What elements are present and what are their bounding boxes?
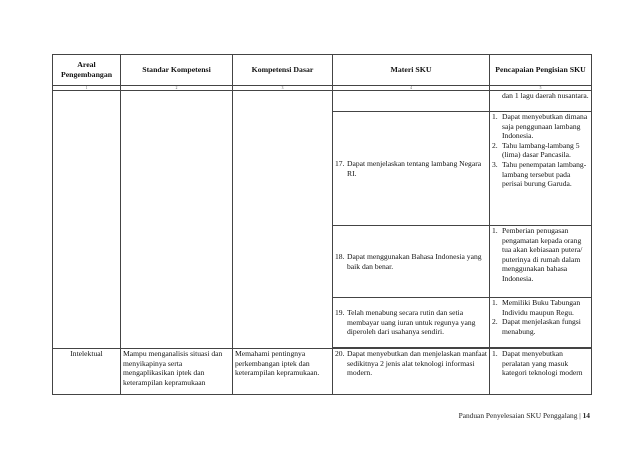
- materi-number: 20.: [335, 349, 345, 358]
- page-number: 14: [582, 411, 590, 420]
- column-number: 4: [333, 86, 490, 91]
- areal-cell-empty: [53, 91, 121, 349]
- table-row: [53, 349, 592, 395]
- column-number: 3: [233, 86, 333, 91]
- header-materi: Materi SKU: [333, 55, 490, 86]
- pencapaian-cell: [490, 112, 592, 226]
- list-item: 3. Tahu penempatan lambang-lambang tersebut pada perisai burung Garuda.: [492, 159, 587, 189]
- list-item: 2. Dapat menjelaskan fungsi menabung.: [492, 317, 581, 336]
- materi-text: Dapat menggunakan Bahasa Indonesia yang baik dan benar.: [347, 251, 482, 271]
- materi-cell: [333, 298, 490, 348]
- continuation-text: dan 1 lagu daerah nusantara.: [502, 91, 589, 100]
- table-row: [53, 91, 592, 112]
- header-pencapaian: Pencapaian Pengisian SKU: [490, 55, 592, 86]
- materi-text: Telah menabung secara rutin dan setia membayar uang iuran untuk regunya yang diperoleh dari usahanya sendiri.: [347, 308, 476, 337]
- continuation-cell: [490, 91, 592, 112]
- column-number: 2: [121, 86, 233, 91]
- header-areal: Areal Pengembangan: [53, 55, 121, 86]
- column-number: 1: [53, 86, 121, 91]
- areal-cell: Intelektual: [53, 349, 121, 395]
- page-footer: [459, 411, 590, 420]
- header-standar: Standar Kompetensi: [121, 55, 233, 86]
- table-header-row: [53, 55, 592, 86]
- pencapaian-cell: [490, 349, 592, 395]
- materi-text: Dapat menyebutkan dan menjelaskan manfaat sedikitnya 2 jenis alat teknologi informasi modern.: [347, 349, 488, 378]
- header-dasar: Kompetensi Dasar: [233, 55, 333, 86]
- materi-cell: [333, 349, 490, 395]
- materi-number: 18.: [335, 251, 345, 261]
- footer-text: Panduan Penyelesaian SKU Penggalang |: [458, 411, 583, 420]
- materi-cell-empty: [333, 91, 490, 112]
- materi-text: Dapat menjelaskan tentang lambang Negara RI.: [347, 158, 482, 178]
- dasar-cell-empty: [233, 91, 333, 349]
- column-number: 5: [490, 86, 592, 91]
- pencapaian-cell: [490, 226, 592, 298]
- list-item: 2. Tahu lambang-lambang 5 (lima) dasar Pancasila.: [492, 140, 580, 160]
- sku-table: [52, 54, 592, 395]
- pencapaian-cell: [490, 298, 592, 348]
- materi-cell: [333, 112, 490, 226]
- materi-number: 17.: [335, 158, 345, 168]
- materi-number: 19.: [335, 308, 345, 318]
- standar-cell-empty: [121, 91, 233, 349]
- materi-cell: [333, 226, 490, 298]
- list-item: 1. Dapat menyebutkan dimana saja penggunaan lambang Indonesia.: [492, 112, 588, 141]
- list-item: 1. Pemberian penugasan pengamatan kepada orang tua akan kebiasaan putera/ puterinya di rumah dalam menggunakan bahasa Indonesia.: [492, 226, 583, 283]
- dasar-cell: Memahami pentingnya perkembangan iptek dan keterampilan kepramukaan.: [233, 349, 333, 395]
- list-item: 1. Memiliki Buku Tabungan Individu maupun Regu.: [492, 298, 581, 317]
- standar-cell: Mampu menganalisis situasi dan menyikapinya serta mengaplikasikan iptek dan keterampilan kepramukaan: [121, 349, 233, 395]
- list-item: 1. Dapat menyebutkan peralatan yang masuk kategori teknologi modern: [492, 349, 583, 378]
